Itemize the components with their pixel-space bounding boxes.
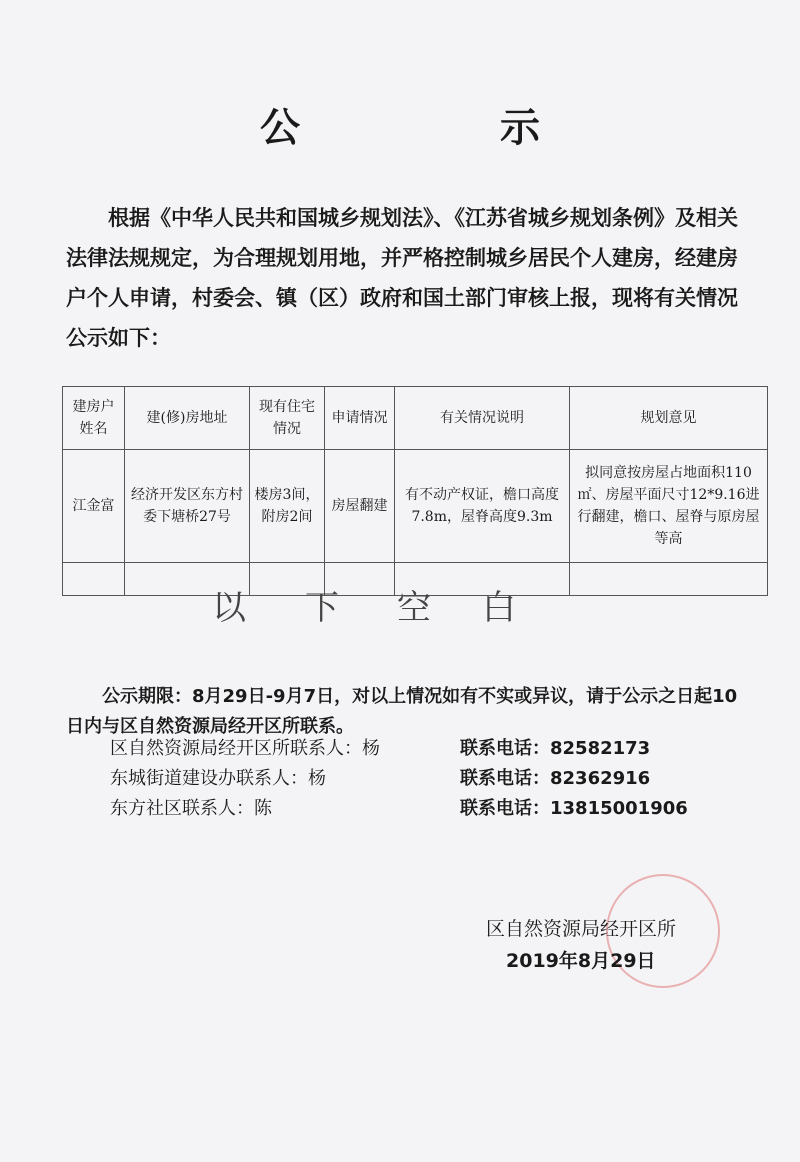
blank-char: 空 <box>397 588 431 628</box>
cell-name: 江金富 <box>63 450 125 563</box>
table-row <box>63 450 768 563</box>
cell-details: 有不动产权证，檐口高度7.8m，屋脊高度9.3m <box>395 450 570 563</box>
header-opinion: 规划意见 <box>570 387 768 450</box>
signature-block <box>486 913 726 977</box>
header-application: 申请情况 <box>325 387 395 450</box>
contact-phone: 联系电话：82362916 <box>460 768 651 789</box>
blank-below-stamp <box>0 580 800 628</box>
header-address: 建(修)房地址 <box>125 387 250 450</box>
header-details: 有关情况说明 <box>395 387 570 450</box>
page-title: 公 示 <box>260 105 620 151</box>
notice-period: 公示期限：8月29日-9月7日，对以上情况如有不实或异议，请于公示之日起10日内与区自然资源局经开区所联系。 <box>66 686 738 737</box>
header-existing: 现有住宅情况 <box>250 387 325 450</box>
header-name: 建房户姓名 <box>63 387 125 450</box>
contact-row <box>110 764 710 792</box>
contact-phone: 联系电话：82582173 <box>460 738 651 759</box>
contact-row <box>110 794 710 822</box>
contact-name: 区自然资源局经开区所联系人：杨 <box>110 738 380 759</box>
cell-application: 房屋翻建 <box>325 450 395 563</box>
table-header-row <box>63 387 768 450</box>
intro-paragraph: 根据《中华人民共和国城乡规划法》、《江苏省城乡规划条例》及相关法律法规规定，为合理规划用地，并严格控制城乡居民个人建房，经建房户个人申请，村委会、镇（区）政府和国土部门审核上报，现将有关情况公示如下： <box>66 206 738 350</box>
contact-name: 东城街道建设办联系人：杨 <box>110 768 326 789</box>
cell-address: 经济开发区东方村委下塘桥27号 <box>125 450 250 563</box>
contact-row <box>110 734 710 762</box>
cell-opinion: 拟同意按房屋占地面积110㎡、房屋平面尺寸12*9.16进行翻建，檐口、屋脊与原房屋等高 <box>570 450 768 563</box>
notice-table <box>62 386 768 596</box>
signer-date: 2019年8月29日 <box>506 950 656 972</box>
cell-existing: 楼房3间，附房2间 <box>250 450 325 563</box>
blank-char: 白 <box>482 588 516 628</box>
signer-org: 区自然资源局经开区所 <box>486 918 677 940</box>
contact-phone: 联系电话：13815001906 <box>460 798 688 819</box>
blank-char: 以 <box>212 588 246 628</box>
contact-name: 东方社区联系人：陈 <box>110 798 272 819</box>
blank-char: 下 <box>305 588 339 628</box>
